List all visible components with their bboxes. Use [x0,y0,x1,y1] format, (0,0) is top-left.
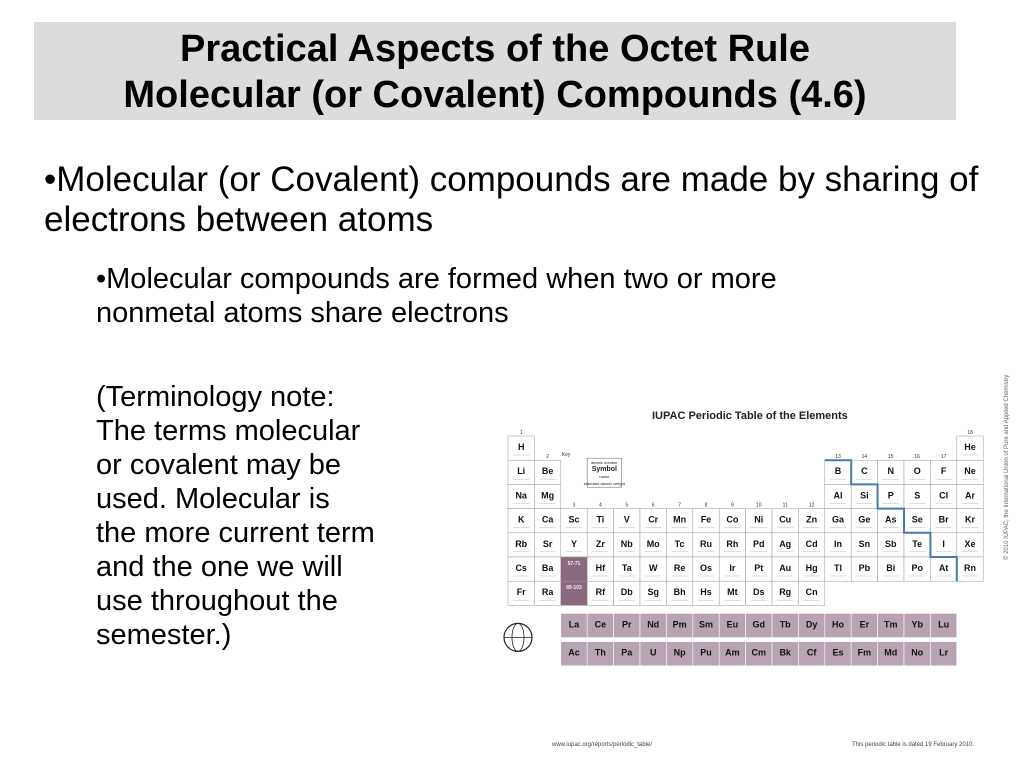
element-symbol: Hs [700,587,712,598]
element-symbol: Na [515,490,527,501]
element-symbol: Tm [884,619,898,630]
element-symbol: Rn [964,563,976,573]
element-symbol: Ir [729,563,736,573]
element-symbol: Dy [805,619,818,630]
element-symbol: Bi [886,563,896,573]
group-number: 7 [678,502,681,509]
element-symbol: Po [911,563,923,573]
element-symbol: Nb [620,538,633,549]
element-symbol: Rg [779,587,792,598]
element-symbol: Es [832,647,844,658]
terminology-note [96,380,476,652]
note-line: and the one we will [96,551,343,583]
key-line: standard atomic weight [583,481,625,487]
copyright-notice: © 2010 IUPAC, the International Union of Pure and Applied Chemistry [1004,374,1010,560]
element-symbol: Ta [621,563,632,573]
group-number: 12 [808,502,815,509]
note-line: used. Molecular is [96,483,330,515]
element-symbol: At [938,563,949,573]
element-symbol: Ge [858,514,871,525]
group-number: 14 [861,454,868,461]
group-number: 16 [914,454,920,461]
element-symbol: Hf [595,563,606,573]
element-symbol: F [940,466,947,477]
periodic-table-date: This periodic table is dated 19 February 2010. [852,742,975,748]
element-symbol: Kr [964,514,976,525]
note-line: use throughout the [96,585,338,617]
element-symbol: Nd [647,619,660,630]
element-symbol: Np [673,647,686,658]
element-symbol: Os [699,563,713,573]
sub-bullet: •Molecular compounds are formed when two or more nonmetal atoms share electrons [96,263,777,329]
element-symbol: Ho [832,619,844,630]
group-number: 18 [967,430,973,436]
element-symbol: No [911,647,924,658]
element-symbol: Tb [779,619,791,630]
element-symbol: La [568,619,580,630]
element-symbol: Er [859,619,870,630]
element-symbol: H [517,442,525,452]
element-symbol: Md [884,647,898,658]
element-symbol: Mg [541,490,555,501]
element-symbol: Au [779,563,792,573]
element-symbol: Bk [779,647,791,658]
element-symbol: Re [673,563,686,573]
note-line: semester.) [96,619,232,651]
element-symbol: 89-103 [566,585,582,592]
element-symbol: In [834,538,842,549]
element-symbol: Zr [595,538,605,549]
group-number: 15 [888,454,894,461]
element-symbol: S [914,490,921,501]
element-symbol: Y [570,538,578,549]
element-symbol: Be [541,466,554,477]
element-symbol: Sr [542,538,553,549]
group-number: 10 [756,502,762,509]
element-symbol: Th [594,647,606,658]
element-symbol: Li [517,466,526,477]
element-symbol: Fr [516,587,526,598]
group-number: 8 [704,502,708,509]
element-symbol: Cu [779,514,792,525]
group-number: 17 [940,454,947,461]
slide-title [34,26,956,118]
element-symbol: Ga [831,514,845,525]
key-line: name [599,474,610,480]
element-symbol: Am [725,647,740,658]
element-symbol: Te [912,538,923,549]
group-number: 13 [835,454,841,461]
element-symbol: Pu [700,647,712,658]
element-symbol: Eu [726,619,739,630]
element-symbol: B [834,466,842,477]
element-symbol: V [623,514,630,525]
element-symbol: Ca [541,514,554,525]
element-symbol: C [861,466,868,477]
element-symbol: Ce [594,619,607,630]
element-symbol: Rf [595,587,606,598]
periodic-table-url: www.iupac.org/reports/periodic_table/ [552,742,653,748]
element-symbol: Cr [648,514,659,525]
element-symbol: Lr [939,647,949,658]
element-symbol: Fe [700,514,712,525]
element-symbol: Sm [698,619,714,630]
element-symbol: Pr [622,619,632,630]
element-symbol: O [913,466,921,477]
element-symbol: Pd [753,538,765,549]
element-symbol: Yb [911,619,923,630]
element-symbol: Rh [726,538,739,549]
note-line: The terms molecular [96,415,361,447]
element-symbol: Tl [834,563,842,573]
element-symbol: Xe [964,538,976,549]
element-symbol: Bh [673,587,686,598]
element-symbol: Ni [754,514,764,525]
element-symbol: 57-71 [567,561,581,567]
note-line: or covalent may be [96,449,342,481]
element-symbol: Mn [673,514,687,525]
element-symbol: Hg [805,563,818,573]
element-symbol: Mt [727,587,738,598]
element-symbol: Fm [857,647,872,658]
element-symbol: I [942,538,945,549]
element-symbol: N [887,466,895,477]
group-number: 5 [625,502,629,509]
element-symbol: Cd [805,538,818,549]
periodic-table-image [496,402,996,754]
element-symbol: Zn [806,514,818,525]
element-symbol: Sn [858,538,871,549]
element-symbol: Br [938,514,949,525]
group-number: 6 [651,502,655,509]
element-symbol: Lu [938,619,950,630]
title-line-2: Molecular (or Covalent) Compounds (4.6) [123,74,867,116]
element-symbol: U [649,647,657,658]
element-symbol: Cm [751,647,767,658]
element-symbol: Rb [515,538,528,549]
element-symbol: Db [620,587,633,598]
element-symbol: K [517,514,525,525]
element-symbol: Co [726,514,739,525]
element-symbol: Tc [674,538,685,549]
element-symbol: As [885,514,897,525]
element-symbol: Ru [700,538,712,549]
periodic-table-title: IUPAC Periodic Table of the Elements [652,410,848,422]
element-symbol: Ag [779,538,792,549]
key-line: Symbol [591,466,618,474]
group-number: 3 [572,502,576,509]
key-line: atomic number [591,460,618,466]
element-symbol: Si [860,490,869,501]
element-symbol: Cs [515,563,527,573]
element-symbol: W [648,563,658,573]
element-symbol: Gd [752,619,766,630]
group-number: 1 [519,430,523,436]
element-symbol: Cf [806,647,817,658]
key-label: Key [561,452,571,459]
element-symbol: Ra [541,587,554,598]
element-symbol: Ne [964,466,976,477]
element-symbol: Pb [858,563,871,573]
note-line: the more current term [96,517,375,549]
element-symbol: He [964,442,976,452]
element-symbol: P [887,490,894,501]
group-number: 11 [782,502,788,509]
element-symbol: Pa [621,647,633,658]
element-symbol: Mo [646,538,660,549]
element-symbol: Sc [568,514,580,525]
element-symbol: Ac [568,647,580,658]
element-symbol: Al [833,490,843,501]
main-bullet: •Molecular (or Covalent) compounds are made by sharing of electrons between atoms [44,160,979,239]
group-number: 4 [599,502,602,509]
element-symbol: Pt [754,563,764,573]
element-symbol: Pm [672,619,687,630]
element-symbol: Ti [596,514,605,525]
element-symbol: Sg [647,587,659,598]
element-symbol: Ba [541,563,554,573]
element-symbol: Sb [885,538,897,549]
element-symbol: Ds [753,587,765,598]
element-symbol: Cn [805,587,818,598]
title-line-1: Practical Aspects of the Octet Rule [179,28,810,70]
element-symbol: Se [911,514,923,525]
group-number: 2 [546,454,549,461]
periodic-table-graphic [496,402,996,754]
note-line: (Terminology note: [96,381,335,413]
element-symbol: Ar [964,490,976,501]
group-number: 9 [731,502,734,509]
element-symbol: Cl [939,490,949,501]
